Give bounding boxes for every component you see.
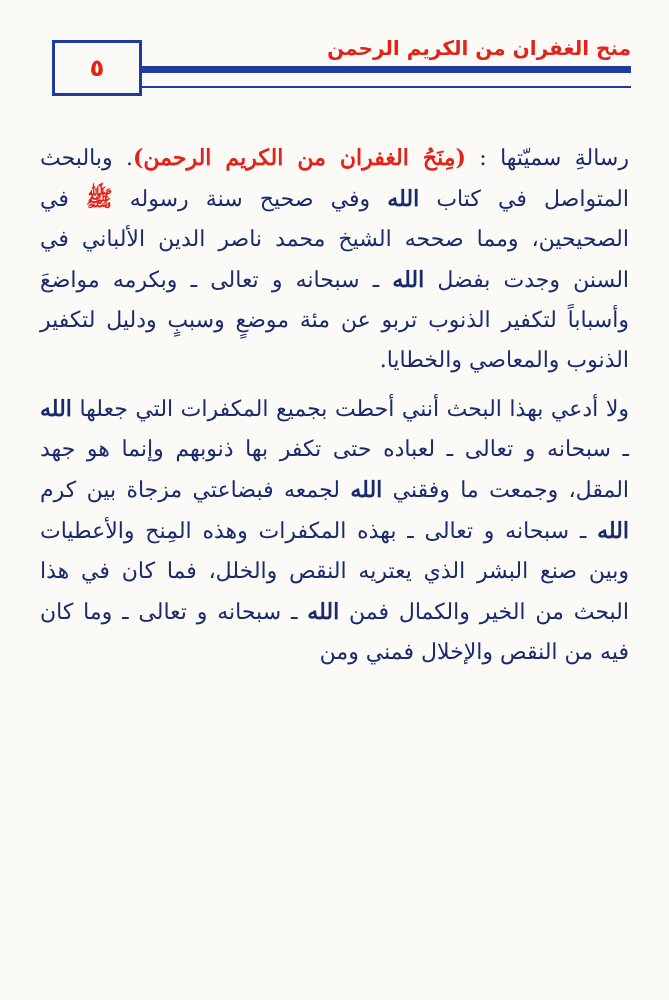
p1-text-d: ـ سبحانه و تعالى ـ وبكرمه مواضعَ وأسباباً لتكفير الذنوب تربو عن مئة موضعٍ وسببٍ ودليل لتكفير الذنوب والمعاصي والخطايا. — [40, 268, 629, 373]
running-title: منح الغفران من الكريم الرحمن — [327, 36, 631, 60]
allah-word: الله — [387, 186, 420, 212]
p1-intro: رسالةِ سميّتها : — [465, 146, 629, 171]
allah-word: الله — [40, 396, 72, 422]
salutation-icon: ﷺ — [86, 186, 113, 212]
p1-text-c: في الصحيحين، ومما صححه الشيخ محمد ناصر الدين الألباني في السنن وجدت بفضل — [40, 187, 630, 293]
p2-text-c: لجمعه فبضاعتي مزجاة بين كرم — [40, 478, 351, 503]
p2-text-a: ولا أدعي بهذا البحث أنني أحطت بجميع المكفرات التي جعلها — [71, 397, 629, 422]
p1-after-title: . — [125, 146, 133, 171]
p2-text-e: ـ سبحانه و تعالى ـ وما كان فيه من النقص والإخلال فمني ومن — [40, 600, 629, 665]
allah-word: الله — [392, 267, 425, 293]
page-number-box — [52, 40, 142, 96]
allah-word: الله — [597, 518, 629, 544]
p1-text-a: وبالبحث المتواصل في كتاب — [40, 146, 629, 212]
header-rule-thin — [142, 86, 631, 88]
book-title-quote: (مِنَحُ الغفران من الكريم الرحمن) — [132, 145, 466, 171]
allah-word: الله — [307, 599, 340, 625]
p1-text-b: وفي صحيح سنة رسوله — [112, 187, 388, 212]
p2-text-b: ـ سبحانه و تعالى ـ لعباده حتى تكفر بها ذنوبهم وإنما هو جهد المقل، وجمعت ما وفقني — [40, 437, 630, 503]
paragraph-2 — [40, 389, 629, 673]
page-number: ٥ — [89, 54, 105, 82]
page-header — [0, 0, 669, 110]
header-rule-thick — [142, 66, 631, 73]
paragraph-1 — [40, 138, 629, 381]
allah-word: الله — [350, 477, 383, 503]
body-text — [40, 138, 629, 673]
p2-text-d: ـ سبحانه و تعالى ـ بهذه المكفرات وهذه المِنح والأعطيات وبين صنع البشر الذي يعتريه النقص والخلل، فما كان في هذا البحث من الخير والكمال فمن — [40, 519, 629, 625]
